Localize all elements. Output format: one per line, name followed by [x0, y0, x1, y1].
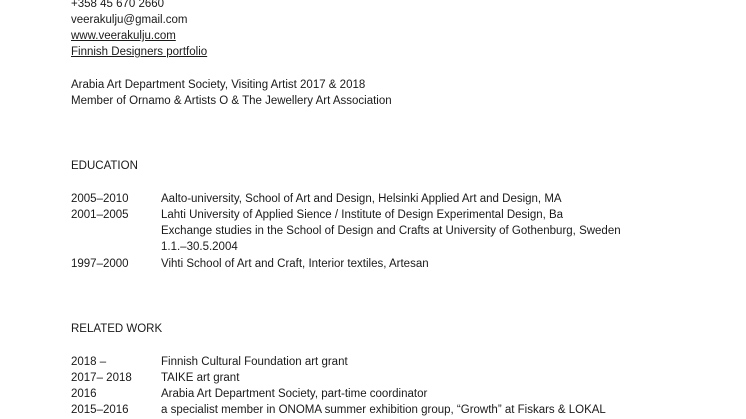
education-description: Aalto-university, School of Art and Design, Helsinki Applied Art and Design, MA	[161, 193, 562, 205]
education-description: Lahti University of Applied Sience / Institute of Design Experimental Design, Ba	[161, 209, 564, 221]
website-link-wrap	[71, 28, 176, 44]
portfolio-link-wrap	[71, 44, 207, 60]
portfolio-link[interactable]: Finnish Designers portfolio	[71, 46, 208, 58]
education-description: Exchange studies in the School of Design and Crafts at University of Gothenburg, Sweden	[161, 225, 621, 237]
related-work-description: TAIKE art grant	[161, 372, 240, 384]
related-work-description: Arabia Art Department Society, part-time coordinator	[161, 388, 428, 400]
email-address: veerakulju@gmail.com	[71, 14, 188, 26]
related-work-description: a specialist member in ONOMA summer exhibition group, “Growth” at Fiskars & LOKAL	[161, 404, 606, 416]
affiliation-arabia: Arabia Art Department Society, Visiting Artist 2017 & 2018	[71, 79, 366, 91]
phone-number: +358 45 670 2660	[71, 0, 165, 10]
related-work-heading: RELATED WORK	[71, 323, 163, 335]
related-work-years: 2016	[71, 388, 97, 400]
website-link[interactable]: www.veerakulju.com	[71, 30, 176, 42]
related-work-years: 2017– 2018	[71, 372, 132, 384]
related-work-years: 2015–2016	[71, 404, 129, 416]
education-description: Vihti School of Art and Craft, Interior textiles, Artesan	[161, 258, 429, 270]
education-years: 2001–2005	[71, 209, 129, 221]
education-description: 1.1.–30.5.2004	[161, 241, 238, 253]
related-work-description: Finnish Cultural Foundation art grant	[161, 356, 348, 368]
education-heading: EDUCATION	[71, 160, 138, 172]
education-years: 2005–2010	[71, 193, 129, 205]
related-work-years: 2018 –	[71, 356, 107, 368]
affiliation-membership: Member of Ornamo & Artists O & The Jewellery Art Association	[71, 95, 392, 107]
education-years: 1997–2000	[71, 258, 129, 270]
